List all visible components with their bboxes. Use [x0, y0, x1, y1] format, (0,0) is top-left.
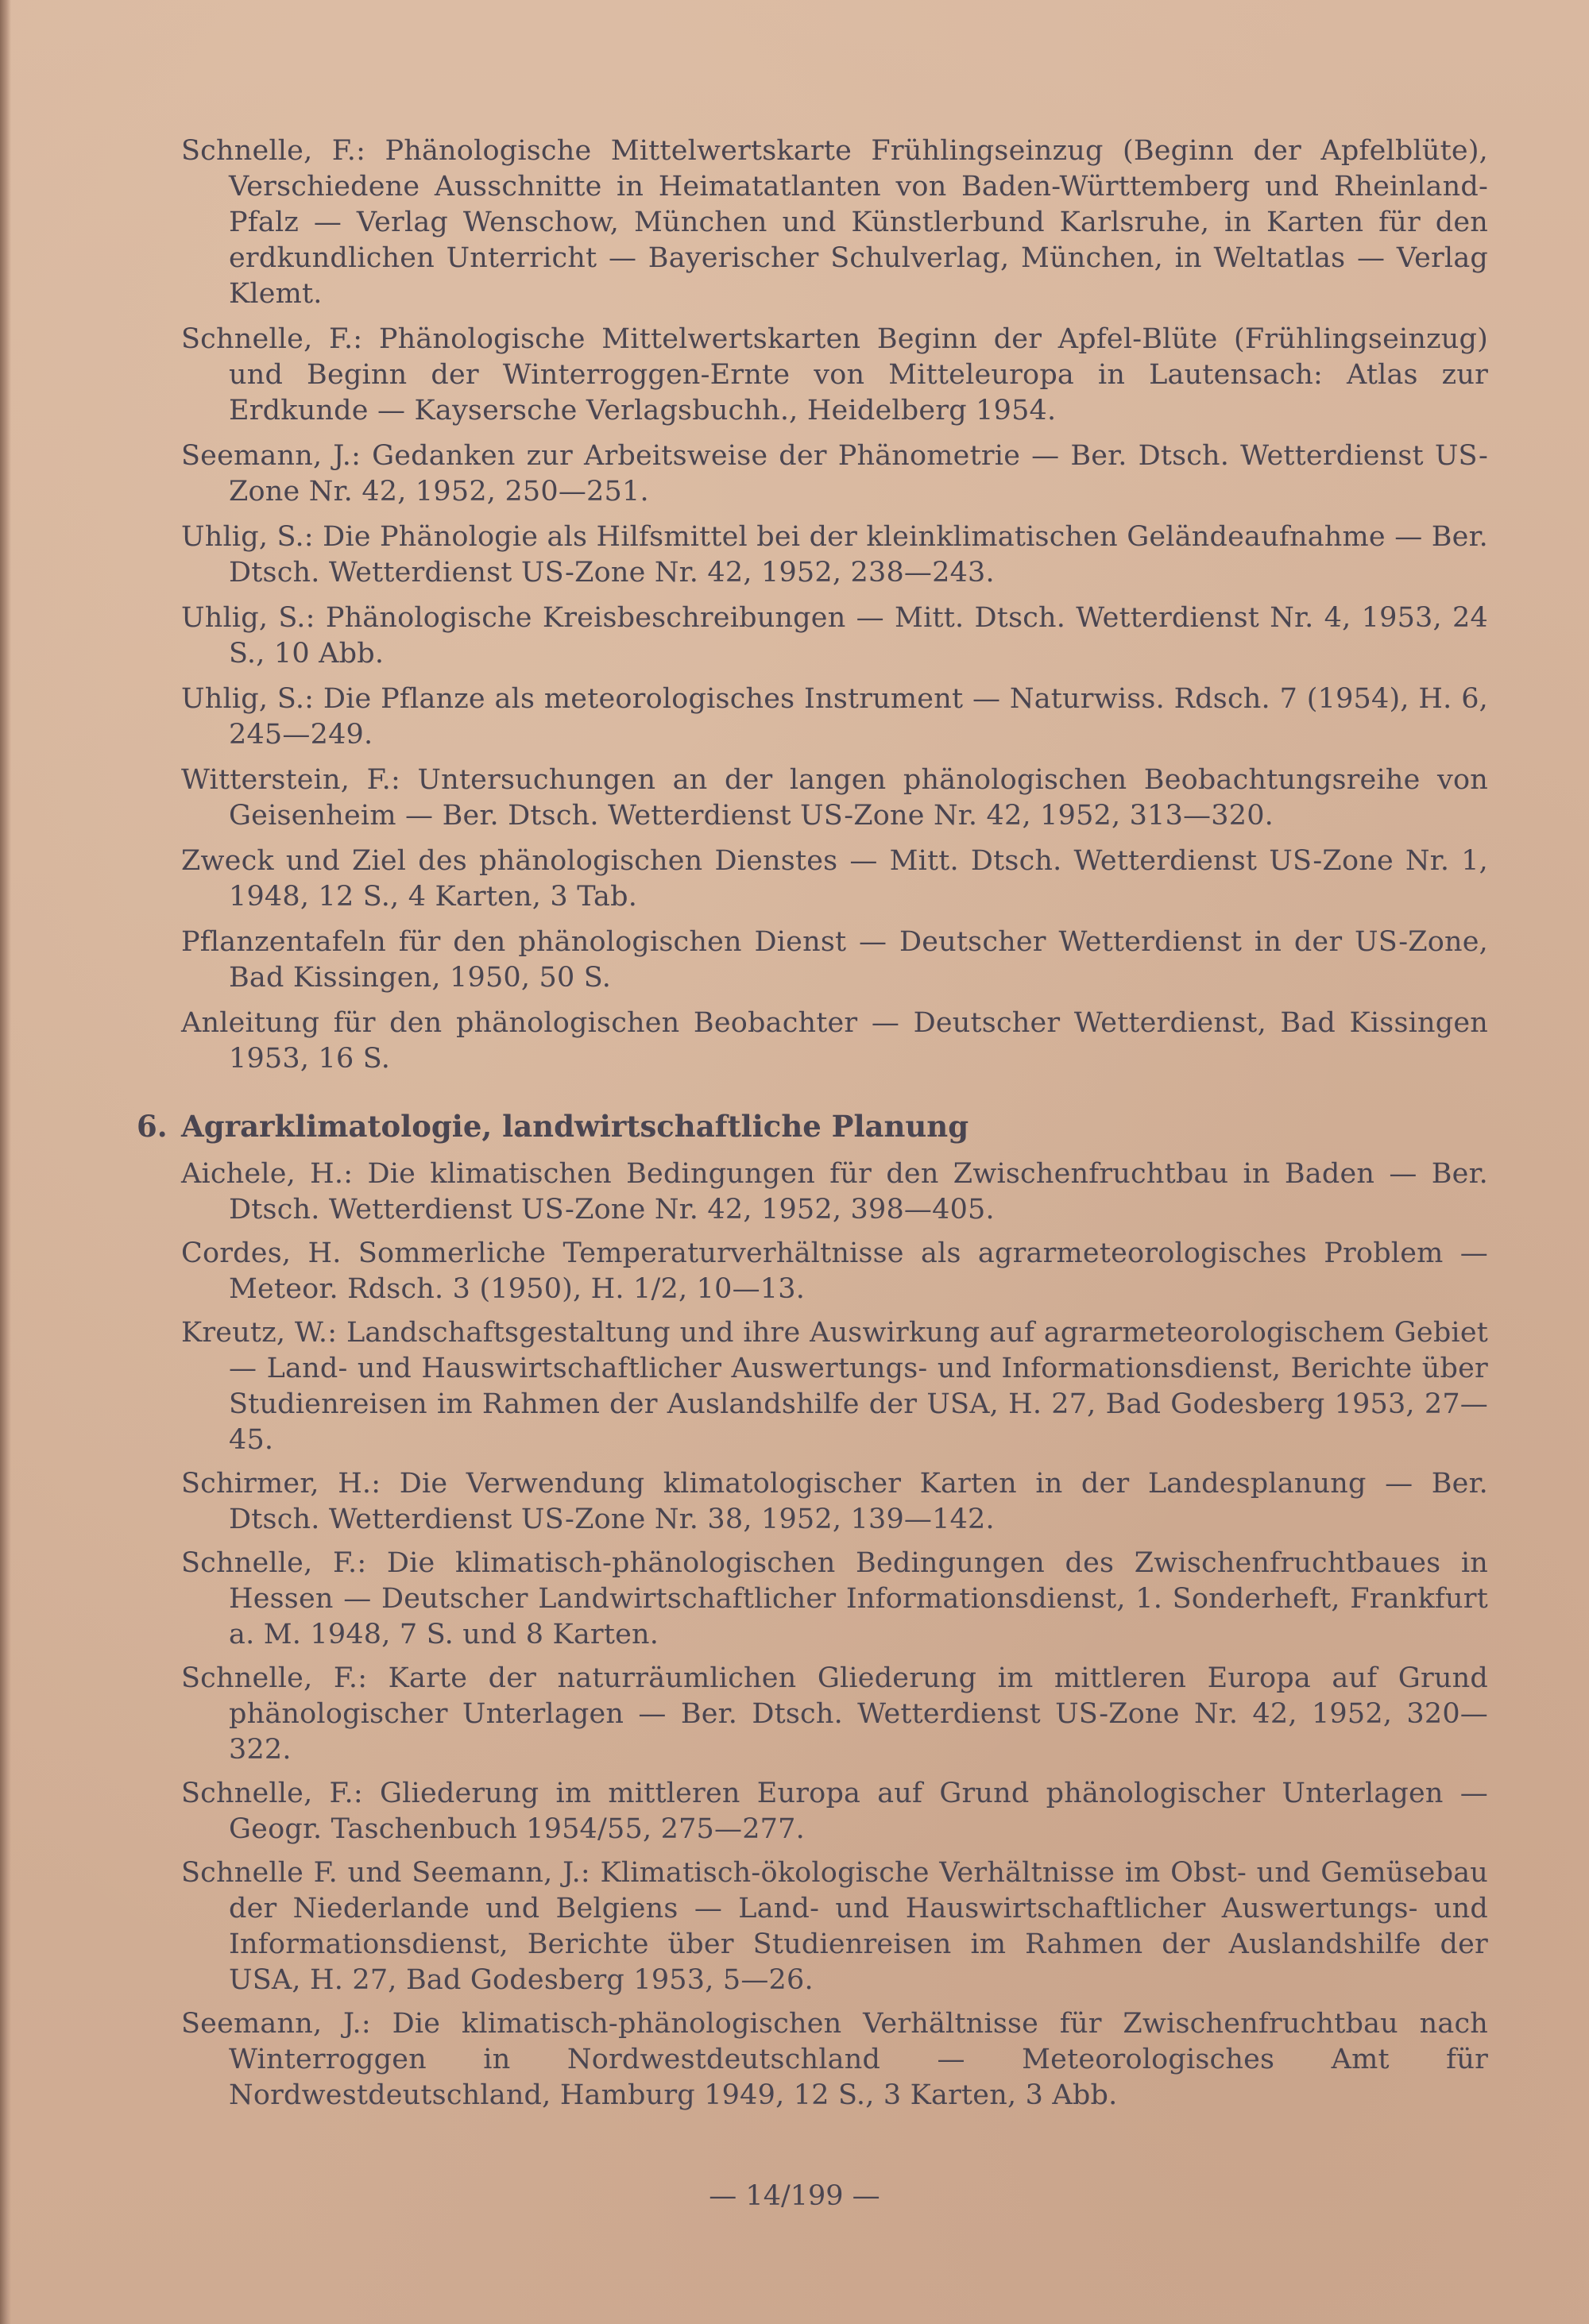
- reference-entry: Seemann, J.: Gedanken zur Arbeitsweise der Phänometrie — Ber. Dtsch. Wetterdienst US-Zone Nr. 42, 1952, 250—251.: [181, 440, 1488, 508]
- reference-entry: Schnelle, F.: Phänologische Mittelwertskarten Beginn der Apfel-Blüte (Frühlingseinzug) und Beginn der Winterroggen-Ernte von Mitteleuropa in Lautensach: Atlas zur Erdkunde — Kaysersche Verlagsbuchh., Heidelberg 1954.: [181, 323, 1488, 427]
- reference-entry: Aichele, H.: Die klimatischen Bedingungen für den Zwischenfruchtbau in Baden — Ber. Dtsch. Wetterdienst US-Zone Nr. 42, 1952, 398—405.: [181, 1158, 1488, 1226]
- reference-entry: Cordes, H. Sommerliche Temperaturverhältnisse als agrarmeteorologisches Problem — Meteor. Rdsch. 3 (1950), H. 1/2, 10—13.: [181, 1237, 1488, 1305]
- page-binding-edge: [0, 0, 11, 2324]
- reference-entry: Kreutz, W.: Landschaftsgestaltung und ihre Auswirkung auf agrarmeteorologischem Gebiet — Land- und Hauswirtschaftlicher Auswertungs- und Informationsdienst, Berichte über Studienreisen im Rahmen der Auslandshilfe der USA, H. 27, Bad Godesberg 1953, 27—45.: [181, 1317, 1488, 1456]
- page-number: — 14/199 —: [709, 2180, 880, 2212]
- reference-entry: Uhlig, S.: Die Phänologie als Hilfsmittel bei der kleinklimatischen Geländeaufnahme — Ber. Dtsch. Wetterdienst US-Zone Nr. 42, 1952, 238—243.: [181, 521, 1488, 589]
- reference-entry: Schirmer, H.: Die Verwendung klimatologischer Karten in der Landesplanung — Ber. Dtsch. Wetterdienst US-Zone Nr. 38, 1952, 139—142.: [181, 1468, 1488, 1535]
- reference-entry: Schnelle, F.: Phänologische Mittelwertskarte Frühlingseinzug (Beginn der Apfelblüte), Verschiedene Ausschnitte in Heimatatlanten von Baden-Württemberg und Rheinland-Pfalz — Verlag Wenschow, München und Künstlerbund Karlsruhe, in Karten für den erdkundlichen Unterricht — Bayerischer Schulverlag, München, in Weltatlas — Verlag Klemt.: [181, 135, 1488, 310]
- section-heading: [137, 1107, 1488, 1145]
- reference-entry: Schnelle, F.: Die klimatisch-phänologischen Bedingungen des Zwischenfruchtbaues in Hessen — Deutscher Landwirtschaftlicher Informationsdienst, 1. Sonderheft, Frankfurt a. M. 1948, 7 S. und 8 Karten.: [181, 1547, 1488, 1650]
- section-number: 6.: [137, 1109, 168, 1144]
- bibliography-content: [137, 133, 1488, 2121]
- reference-entry: Schnelle, F.: Karte der naturräumlichen Gliederung im mittleren Europa auf Grund phänologischer Unterlagen — Ber. Dtsch. Wetterdienst US-Zone Nr. 42, 1952, 320—322.: [181, 1662, 1488, 1766]
- section-title: Agrarklimatologie, landwirtschaftliche Planung: [181, 1109, 969, 1144]
- reference-entry: Zweck und Ziel des phänologischen Dienstes — Mitt. Dtsch. Wetterdienst US-Zone Nr. 1, 1948, 12 S., 4 Karten, 3 Tab.: [181, 845, 1488, 913]
- reference-entry: Schnelle, F.: Gliederung im mittleren Europa auf Grund phänologischer Unterlagen — Geogr. Taschenbuch 1954/55, 275—277.: [181, 1778, 1488, 1845]
- reference-entry: Pflanzentafeln für den phänologischen Dienst — Deutscher Wetterdienst in der US-Zone, Bad Kissingen, 1950, 50 S.: [181, 926, 1488, 994]
- reference-entry: Witterstein, F.: Untersuchungen an der langen phänologischen Beobachtungsreihe von Geisenheim — Ber. Dtsch. Wetterdienst US-Zone Nr. 42, 1952, 313—320.: [181, 764, 1488, 832]
- reference-entry: Anleitung für den phänologischen Beobachter — Deutscher Wetterdienst, Bad Kissingen 1953, 16 S.: [181, 1007, 1488, 1075]
- reference-entry: Uhlig, S.: Phänologische Kreisbeschreibungen — Mitt. Dtsch. Wetterdienst Nr. 4, 1953, 24 S., 10 Abb.: [181, 602, 1488, 670]
- reference-entry: Schnelle F. und Seemann, J.: Klimatisch-ökologische Verhältnisse im Obst- und Gemüsebau der Niederlande und Belgiens — Land- und Hauswirtschaftlicher Auswertungs- und Informationsdienst, Berichte über Studienreisen im Rahmen der Auslandshilfe der USA, H. 27, Bad Godesberg 1953, 5—26.: [181, 1857, 1488, 1996]
- reference-entry: Uhlig, S.: Die Pflanze als meteorologisches Instrument — Naturwiss. Rdsch. 7 (1954), H. 6, 245—249.: [181, 683, 1488, 751]
- reference-entry: Seemann, J.: Die klimatisch-phänologischen Verhältnisse für Zwischenfruchtbau nach Winterroggen in Nordwestdeutschland — Meteorologisches Amt für Nordwestdeutschland, Hamburg 1949, 12 S., 3 Karten, 3 Abb.: [181, 2008, 1488, 2111]
